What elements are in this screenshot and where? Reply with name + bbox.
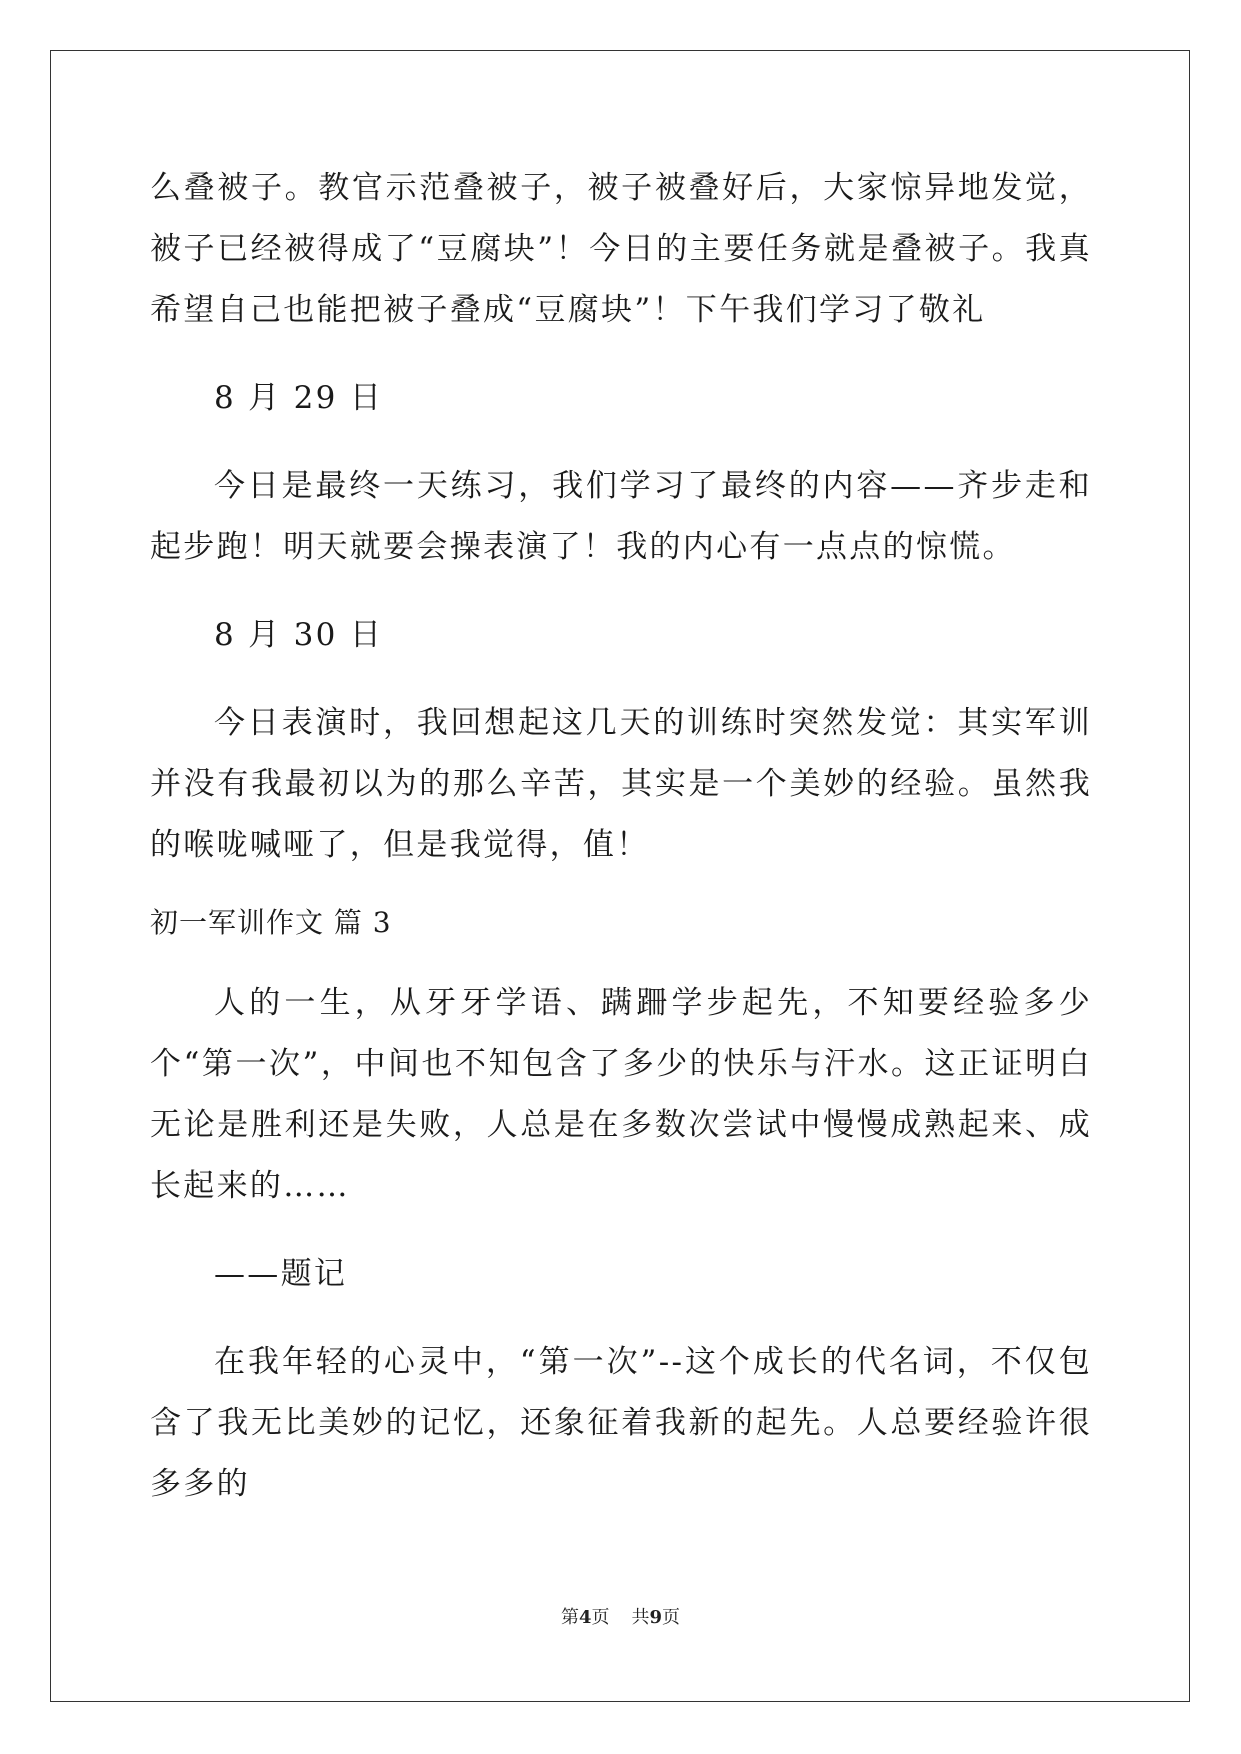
epigraph-attribution: ——题记 <box>214 1256 348 1292</box>
footer-current-page: 4 <box>578 1607 592 1628</box>
date-aug-30: 8 月 30 日 <box>214 617 384 653</box>
paragraph-performance: 今日表演时，我回想起这几天的训练时突然发觉：其实军训并没有我最初以为的那么辛苦，其实是一个美妙的经验。虽然我的喉咙喊哑了，但是我觉得，值！ <box>150 705 1092 863</box>
footer-total-prefix: 共 <box>631 1607 650 1628</box>
footer-page-word: 页 <box>591 1607 610 1628</box>
date-aug-29: 8 月 29 日 <box>214 380 384 416</box>
paragraph-folding-quilt: 么叠被子。教官示范叠被子，被子被叠好后，大家惊异地发觉，被子已经被得成了“豆腐块”！今日的主要任务就是叠被子。我真希望自己也能把被子叠成“豆腐块”！下午我们学习了敬礼 <box>150 170 1092 328</box>
footer-total-suffix: 页 <box>662 1607 681 1628</box>
document-body <box>150 158 1092 1542</box>
footer-total-pages: 9 <box>649 1607 663 1628</box>
footer-prefix: 第 <box>560 1607 579 1628</box>
page-footer <box>0 1603 1241 1629</box>
paragraph-last-day: 今日是最终一天练习，我们学习了最终的内容——齐步走和起步跑！明天就要会操表演了！我的内心有一点点的惊慌。 <box>150 468 1092 565</box>
paragraph-epigraph: 人的一生，从牙牙学语、蹒跚学步起先，不知要经验多少个“第一次”，中间也不知包含了多少的快乐与汗水。这正证明白无论是胜利还是失败，人总是在多数次尝试中慢慢成熟起来、成长起来的…… <box>150 985 1092 1204</box>
paragraph-first-time: 在我年轻的心灵中，“第一次”--这个成长的代名词，不仅包含了我无比美妙的记忆，还象征着我新的起先。人总要经验许很多多的 <box>150 1344 1092 1502</box>
section-heading: 初一军训作文 篇 3 <box>150 906 392 939</box>
